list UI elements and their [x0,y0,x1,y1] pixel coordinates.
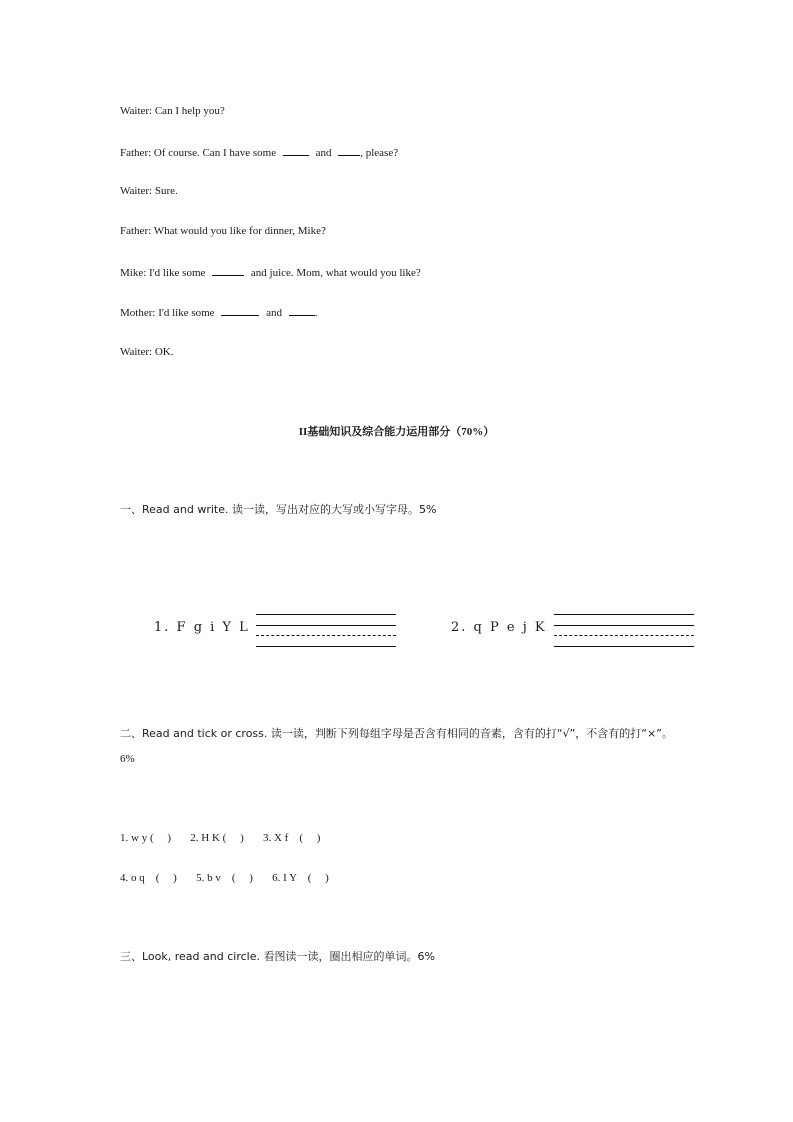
dialogue-line-7 [120,345,174,359]
dialogue-line-3 [120,184,178,198]
fill-blank[interactable] [338,144,360,156]
dialogue-text: Mike: I'd like some [120,267,206,279]
section2-heading: 二、Read and tick or cross. 读一读，判断下列每组字母是否含有相同的音素，含有的打“√”，不含有的打“×”。 [120,727,673,740]
dialogue-text: and juice. Mom, what would you like? [250,267,421,279]
fill-blank[interactable] [221,304,259,316]
dialogue-line-5 [120,264,421,280]
dialogue-text: , please? [360,147,399,159]
dialogue-line-4 [120,224,326,238]
dialogue-line-6 [120,304,317,320]
dialogue-text: Waiter: Sure. [120,185,178,197]
fill-blank[interactable] [289,304,315,316]
dialogue-text: Waiter: OK. [120,346,174,358]
dialogue-text: Father: What would you like for dinner, Mike? [120,225,326,237]
write-item-2-label: 2. q P e j K [451,620,547,635]
writing-line-mid-dashed [554,635,694,636]
dialogue-text: Father: Of course. Can I have some [120,147,277,159]
writing-line-bottom [256,646,396,647]
dialogue-text: Waiter: Can I help you? [120,105,225,117]
dialogue-text: . [314,307,318,319]
writing-line-upper [256,625,396,626]
fill-blank[interactable] [283,144,309,156]
writing-line-top [554,614,694,615]
dialogue-text: and [266,307,282,319]
tick-row-2[interactable]: 4. o q ( ) 5. b v ( ) 6. I Y ( ) [120,872,329,884]
writing-lines-2[interactable] [554,614,694,648]
section3-heading: 三、Look, read and circle. 看图读一读，圈出相应的单词。6% [120,950,435,963]
writing-line-upper [554,625,694,626]
writing-line-top [256,614,396,615]
dialogue-text: Mother: I'd like some [120,307,215,319]
tick-row-1[interactable]: 1. w y ( ) 2. H K ( ) 3. X f ( ) [120,832,321,844]
writing-line-bottom [554,646,694,647]
dialogue-line-2 [120,144,398,160]
writing-line-mid-dashed [256,635,396,636]
dialogue-line-1 [120,104,225,118]
part-title: II基础知识及综合能力运用部分（70%） [298,426,495,438]
section2-heading-percent: 6% [120,753,135,765]
write-item-1-label: 1. F g i Y L [154,620,250,635]
dialogue-text: and [315,147,332,159]
fill-blank[interactable] [212,264,244,276]
section1-heading: 一、Read and write. 读一读，写出对应的大写或小写字母。5% [120,503,437,516]
writing-lines-1[interactable] [256,614,396,648]
